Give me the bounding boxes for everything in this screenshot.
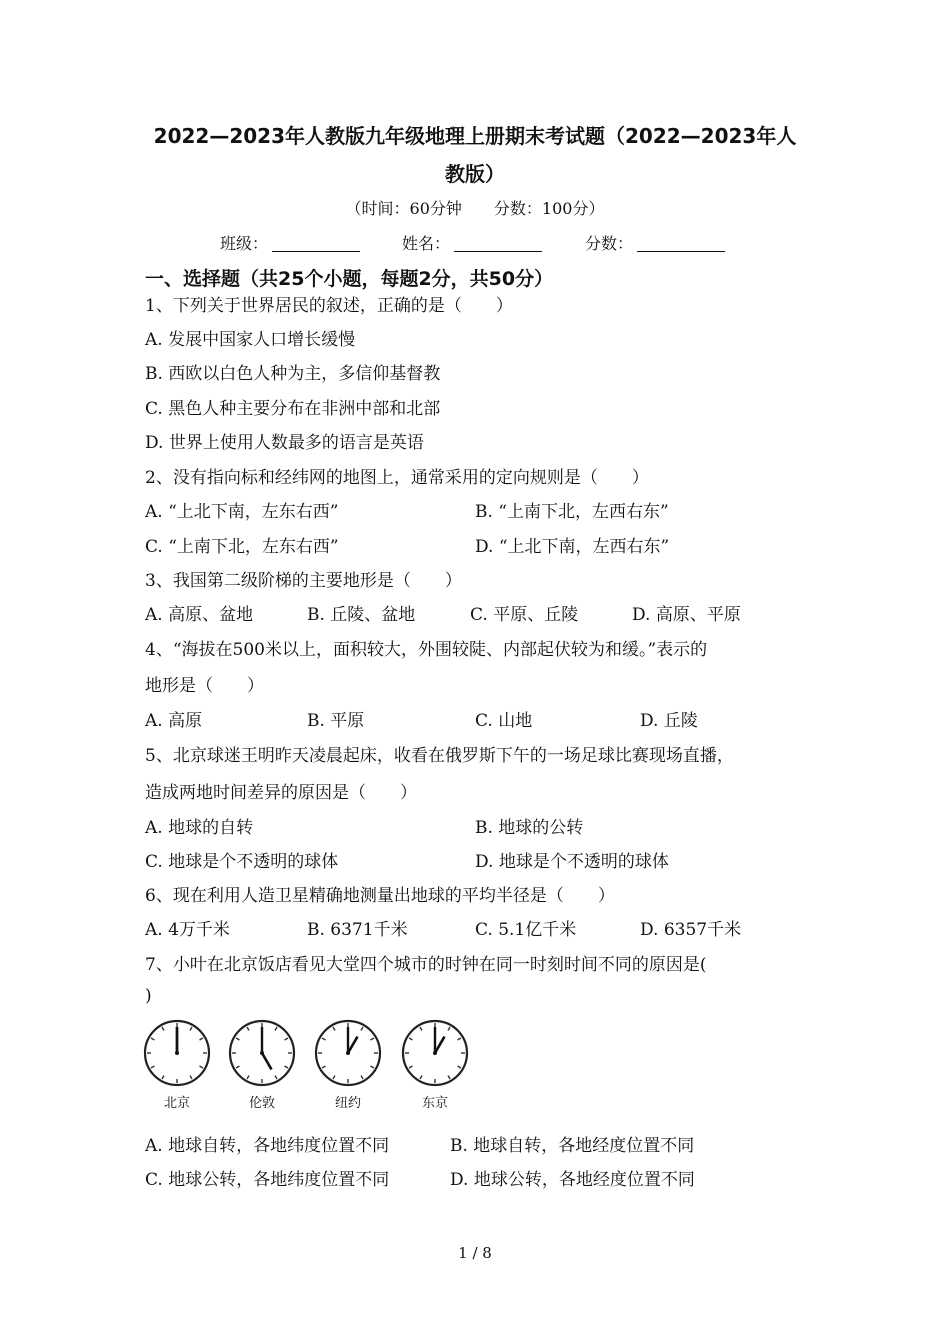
clock-tick	[200, 1038, 203, 1040]
q4-option-d: D. 丘陵	[640, 711, 698, 731]
clock-tick	[409, 1066, 412, 1068]
clock-2	[316, 1021, 380, 1085]
clock-label-beijing: 北京	[163, 1096, 190, 1111]
clock-hour-hand	[262, 1053, 272, 1069]
name-field	[402, 231, 542, 254]
q1-option-d: D. 世界上使用人数最多的语言是英语	[145, 433, 424, 453]
q4-option-b: B. 平原	[307, 711, 365, 731]
class-field	[220, 231, 360, 254]
clock-label-london: 伦敦	[248, 1096, 275, 1111]
clock-tick	[448, 1027, 450, 1030]
q1-option-a: A. 发展中国家人口增长缓慢	[145, 330, 356, 350]
q6-option-a: A. 4万千米	[145, 920, 230, 940]
clock-tick	[190, 1076, 192, 1079]
q6-option-b: B. 6371千米	[307, 920, 408, 940]
clock-tick	[361, 1076, 363, 1079]
clock-tick	[458, 1038, 461, 1040]
q3-option-b: B. 丘陵、盆地	[307, 605, 416, 625]
q2-option-d: D. “上北下南，左西右东”	[475, 537, 670, 557]
q6-option-d: D. 6357千米	[640, 920, 742, 940]
clock-tick	[275, 1076, 277, 1079]
clock-tick	[190, 1027, 192, 1030]
clock-tick	[247, 1027, 249, 1030]
q5-option-d: D. 地球是个不透明的球体	[475, 852, 669, 872]
clock-tick	[420, 1027, 422, 1030]
clock-tick	[448, 1076, 450, 1079]
class-label: 班级：	[220, 234, 269, 253]
clock-1	[230, 1021, 294, 1085]
q2-stem: 2、没有指向标和经纬网的地图上，通常采用的定向规则是（ ）	[145, 468, 649, 488]
clock-tick	[275, 1027, 277, 1030]
q7-stem: 7、小叶在北京饭店看见大堂四个城市的时钟在同一时刻时间不同的原因是(	[145, 955, 707, 975]
q2-option-b: B. “上南下北，左西右东”	[475, 502, 669, 522]
clock-pivot	[346, 1051, 350, 1055]
clock-tick	[285, 1038, 288, 1040]
q5-stem: 5、北京球迷王明昨天凌晨起床，收看在俄罗斯下午的一场足球比赛现场直播，	[145, 746, 734, 766]
name-label: 姓名：	[402, 234, 451, 253]
score-blank[interactable]	[637, 235, 725, 252]
q4-stem: 4、“海拔在500米以上，面积较大，外围较陡、内部起伏较为和缓。”表示的	[145, 640, 708, 660]
clock-tick	[236, 1066, 239, 1068]
clock-tick	[361, 1027, 363, 1030]
clock-tick	[409, 1038, 412, 1040]
section-title: 一、选择题（共25个小题，每题2分，共50分）	[145, 268, 554, 290]
score-label: 分数：	[585, 234, 634, 253]
clock-tick	[162, 1076, 164, 1079]
q7-option-d: D. 地球公转，各地经度位置不同	[450, 1170, 695, 1190]
q7-stem-cont: )	[145, 986, 152, 1006]
q3-option-c: C. 平原、丘陵	[470, 605, 579, 625]
q4-stem-cont: 地形是（ ）	[145, 676, 264, 696]
clock-label-newyork: 纽约	[334, 1096, 361, 1111]
page-title: 2022—2023年人教版九年级地理上册期末考试题（2022—2023年人	[153, 124, 797, 148]
clock-tick	[151, 1038, 154, 1040]
clock-tick	[371, 1066, 374, 1068]
q5-option-c: C. 地球是个不透明的球体	[145, 852, 339, 872]
q7-option-a: A. 地球自转，各地纬度位置不同	[145, 1136, 390, 1156]
q6-option-c: C. 5.1亿千米	[475, 920, 577, 940]
clock-tick	[458, 1066, 461, 1068]
clock-tick	[333, 1027, 335, 1030]
clock-tick	[200, 1066, 203, 1068]
q5-option-a: A. 地球的自转	[145, 818, 254, 838]
q4-option-a: A. 高原	[145, 711, 203, 731]
q7-option-c: C. 地球公转，各地纬度位置不同	[145, 1170, 390, 1190]
clock-hour-hand	[435, 1037, 445, 1053]
name-blank[interactable]	[454, 235, 542, 252]
q4-option-c: C. 山地	[475, 711, 533, 731]
clock-0	[145, 1021, 209, 1085]
clock-tick	[333, 1076, 335, 1079]
clock-tick	[371, 1038, 374, 1040]
page-number: 1 / 8	[458, 1244, 492, 1262]
q1-option-b: B. 西欧以白色人种为主，多信仰基督教	[145, 364, 441, 384]
class-blank[interactable]	[272, 235, 360, 252]
q5-stem-cont: 造成两地时间差异的原因是（ ）	[145, 783, 417, 803]
clock-tick	[420, 1076, 422, 1079]
q6-stem: 6、现在利用人造卫星精确地测量出地球的平均半径是（ ）	[145, 886, 615, 906]
q1-option-c: C. 黑色人种主要分布在非洲中部和北部	[145, 399, 441, 419]
q3-stem: 3、我国第二级阶梯的主要地形是（ ）	[145, 571, 462, 591]
q5-option-b: B. 地球的公转	[475, 818, 584, 838]
clock-pivot	[260, 1051, 264, 1055]
clock-tick	[322, 1066, 325, 1068]
q1-stem: 1、下列关于世界居民的叙述，正确的是（ ）	[145, 296, 513, 316]
clock-tick	[151, 1066, 154, 1068]
q2-option-c: C. “上南下北，左东右西”	[145, 537, 339, 557]
clock-tick	[322, 1038, 325, 1040]
q3-option-d: D. 高原、平原	[632, 605, 741, 625]
clock-pivot	[433, 1051, 437, 1055]
q2-option-a: A. “上北下南，左东右西”	[145, 502, 339, 522]
clock-3	[403, 1021, 467, 1085]
clock-tick	[285, 1066, 288, 1068]
q7-option-b: B. 地球自转，各地经度位置不同	[450, 1136, 695, 1156]
clock-label-tokyo: 东京	[421, 1096, 448, 1111]
clock-hour-hand	[348, 1037, 358, 1053]
q3-option-a: A. 高原、盆地	[145, 605, 254, 625]
clock-tick	[162, 1027, 164, 1030]
clock-tick	[247, 1076, 249, 1079]
score-field	[585, 231, 725, 254]
time-info: （时间：60分钟 分数：100分）	[345, 199, 605, 218]
clock-pivot	[175, 1051, 179, 1055]
clock-tick	[236, 1038, 239, 1040]
page-title-line2: 教版）	[445, 162, 505, 186]
